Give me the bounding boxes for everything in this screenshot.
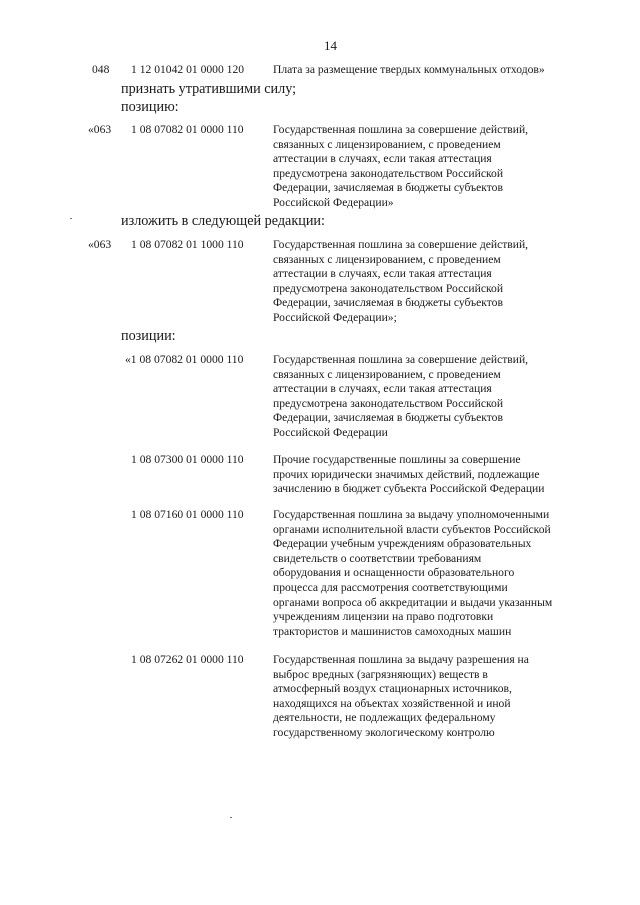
instruction-positions: позиции: [121,328,176,344]
description-line: Федерации, зачисляемая в бюджеты субъектов [273,411,503,425]
description-line: предусмотрена законодательством Российской [273,396,504,410]
description-line: находящихся на объектах хозяйственной и иной [273,696,511,710]
description-line: Государственная пошлина за совершение действий, [273,353,529,366]
instruction-recognize-invalid: признать утратившими силу; [121,81,297,97]
description-line: процесса для рассмотрения соответствующими [273,580,508,594]
description-line: Прочие государственные пошлины за совершение [273,453,521,466]
instruction-position: позицию: [121,99,179,115]
description-line: Государственная пошлина за совершение действий, [273,238,529,251]
description-line: аттестации в случаях, если такая аттестация [273,267,492,281]
row-description [273,353,593,441]
description-line: Федерации учебным учреждениям образовательных [273,537,532,551]
description-line: зачислению в бюджет субъекта Российской Федерации [273,482,545,496]
description-line: оборудования и оснащенности образовательного [273,566,515,580]
admin-code: 048 [92,63,110,76]
admin-code: «063 [88,238,112,251]
description-line: Федерации, зачисляемая в бюджеты субъектов [273,296,503,310]
description-line: связанных с лицензированием, с проведением [273,252,501,266]
budget-code: 1 08 07082 01 0000 110 [131,123,244,136]
page-number: 14 [324,38,337,53]
row-description [273,123,593,211]
description-line: прочих юридически значимых действий, подлежащие [273,467,540,481]
description-line: Государственная пошлина за выдачу разрешения на [273,653,529,666]
budget-code: «1 08 07082 01 0000 110 [125,353,244,366]
description-line: учреждениям лицензии на право подготовки [273,610,494,624]
description-line: государственному экологическому контролю [273,725,495,739]
description-line: свидетельств о соответствии требованиям [273,551,482,565]
row-description [273,63,593,78]
description-line: органами исполнительной власти субъектов Российской [273,522,551,536]
description-line: предусмотрена законодательством Российской [273,281,504,295]
description-line: предусмотрена законодательством Российской [273,166,504,180]
description-line: Государственная пошлина за выдачу уполномоченными [273,508,550,521]
row-description [273,238,593,326]
budget-code: 1 12 01042 01 0000 120 [131,63,245,76]
instruction-state-new: изложить в следующей редакции: [121,213,325,229]
scan-speck [230,817,232,818]
admin-code: «063 [88,123,112,136]
row-description [273,653,593,741]
scan-speck [70,218,72,219]
description-line: Государственная пошлина за совершение действий, [273,123,529,136]
description-line: выброс вредных (загрязняющих) веществ в [273,667,488,681]
description-line: органами вопроса об аккредитации и выдачи указанным [273,595,553,609]
description-line: аттестации в случаях, если такая аттестация [273,382,492,396]
description-line: Российской Федерации»; [273,310,397,324]
description-line: деятельности, не подлежащих федеральному [273,711,496,725]
row-description [273,453,593,497]
description-line: Федерации, зачисляемая в бюджеты субъектов [273,181,503,195]
description-line: Российской Федерации [273,425,388,439]
budget-code: 1 08 07262 01 0000 110 [131,653,244,666]
description-line: атмосферный воздух стационарных источников, [273,682,512,696]
budget-code: 1 08 07160 01 0000 110 [131,508,244,521]
description-line: аттестации в случаях, если такая аттестация [273,152,492,166]
description-line: Плата за размещение твердых коммунальных отходов» [273,63,545,76]
description-line: связанных с лицензированием, с проведением [273,367,501,381]
budget-code: 1 08 07300 01 0000 110 [131,453,244,466]
row-description [273,508,593,639]
budget-code: 1 08 07082 01 1000 110 [131,238,244,251]
description-line: трактористов и машинистов самоходных машин [273,624,512,638]
description-line: Российской Федерации» [273,195,394,209]
description-line: связанных с лицензированием, с проведением [273,137,501,151]
